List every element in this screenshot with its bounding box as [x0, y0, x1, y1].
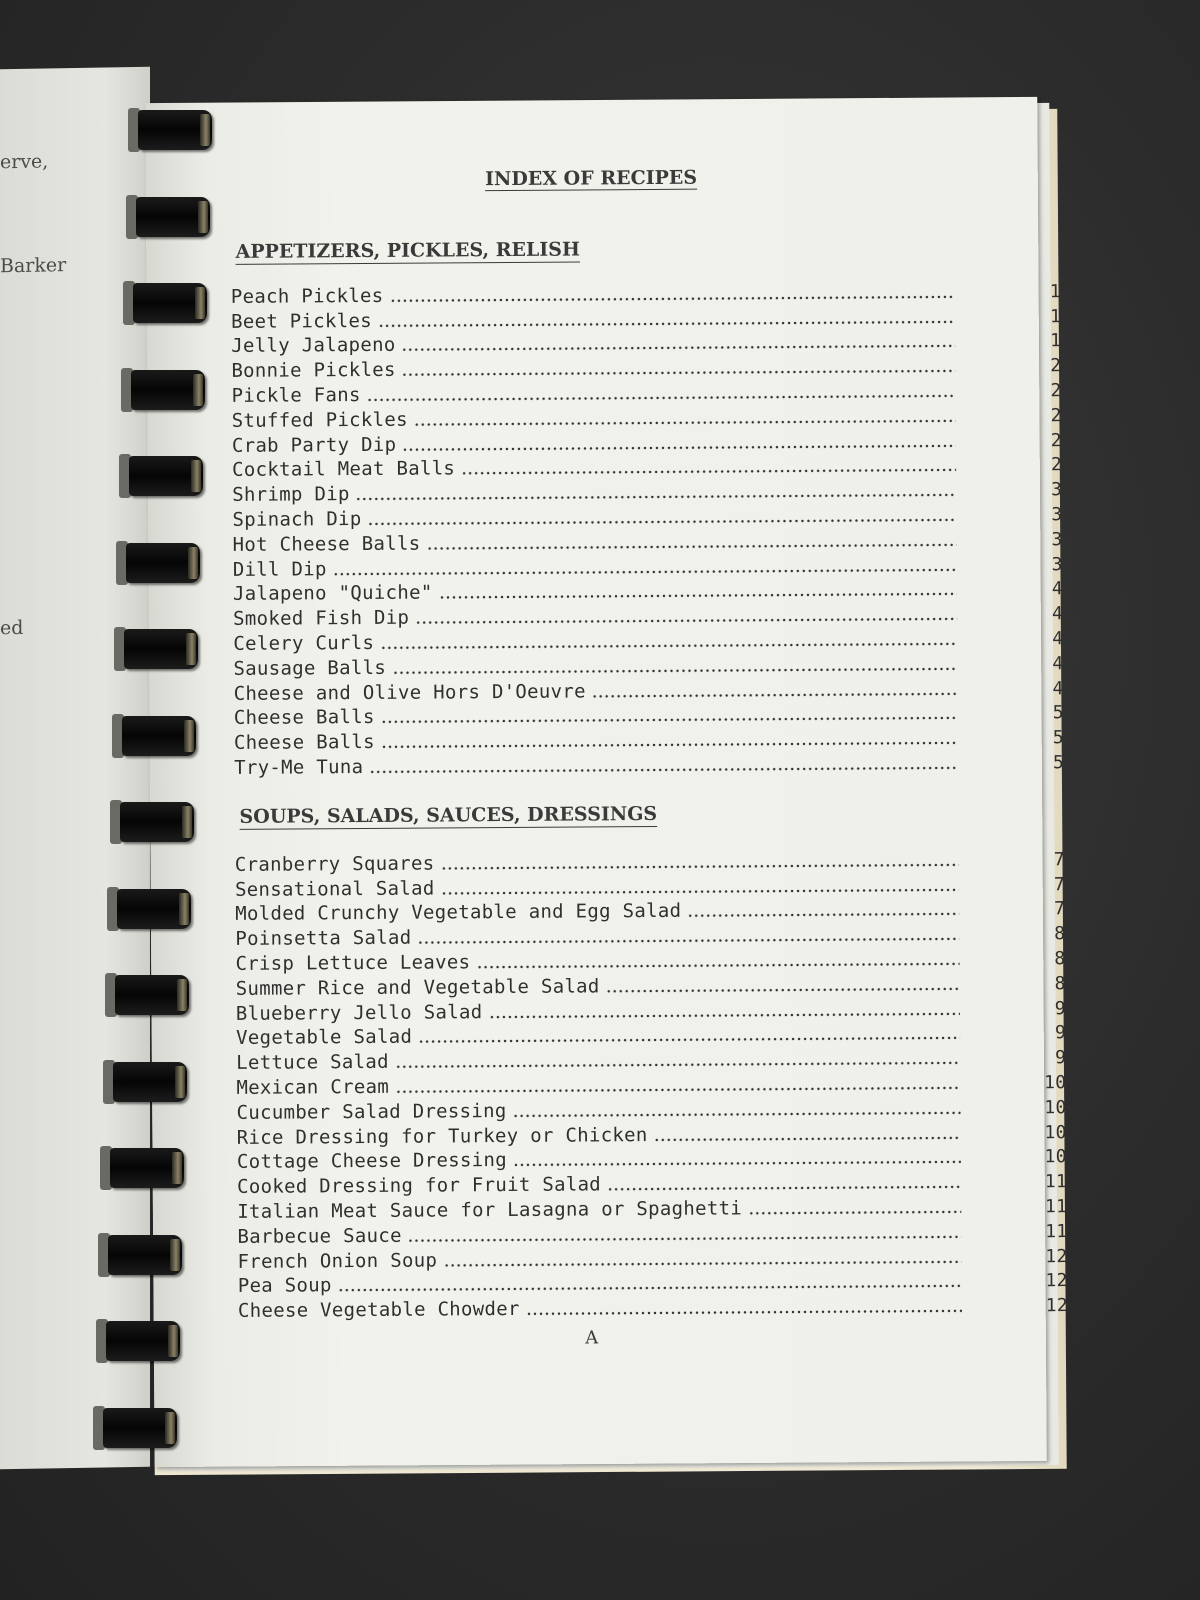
recipe-name: Hot Cheese Balls [232, 532, 421, 556]
recipe-name: Jalapeno "Quiche" [232, 581, 433, 606]
recipe-page-number: 2 [1050, 454, 1063, 476]
recipe-page-number: 9 [1054, 997, 1066, 1019]
binding-coil [136, 197, 210, 237]
binding-coil [110, 1148, 184, 1188]
recipe-page-number: 2 [1050, 404, 1062, 426]
recipe-page-number: 9 [1055, 1047, 1067, 1069]
dot-leader [526, 1309, 962, 1316]
recipe-page-number: 2 [1050, 380, 1062, 402]
dot-leader [443, 1259, 961, 1267]
recipe-page-number: 10 [1044, 1096, 1067, 1119]
dot-leader [476, 962, 959, 969]
recipe-name: Rice Dressing for Turkey or Chicken [236, 1123, 648, 1149]
recipe-page-number: 1 [1049, 305, 1062, 327]
binding-coil [103, 1408, 177, 1448]
recipe-name: Stuffed Pickles [231, 408, 408, 432]
recipe-page-number: 12 [1045, 1245, 1068, 1267]
recipe-name: French Onion Soup [237, 1249, 438, 1273]
recipe-name: Vegetable Salad [235, 1026, 413, 1050]
recipe-page-number: 4 [1052, 677, 1064, 699]
recipe-name: Sausage Balls [233, 656, 387, 680]
binding-coil [124, 629, 198, 669]
soups-entry-list [234, 845, 1069, 1323]
dot-leader [439, 592, 957, 600]
page-letter: A [585, 1327, 599, 1349]
recipe-name: Peach Pickles [230, 284, 384, 308]
recipe-page-number: 7 [1053, 898, 1066, 920]
recipe-page-number: 7 [1053, 848, 1065, 870]
recipe-name: Barbecue Sauce [237, 1224, 402, 1248]
binding-coil [131, 370, 205, 410]
recipe-page-number: 4 [1051, 603, 1064, 625]
binding-coil [122, 716, 196, 756]
recipe-page-number: 11 [1044, 1196, 1068, 1218]
recipe-name: Blueberry Jello Salad [235, 1000, 483, 1025]
recipe-name: Jelly Jalapeno [231, 334, 396, 358]
spiral-binding [80, 100, 200, 1460]
binding-coil [129, 456, 203, 496]
dot-leader [606, 987, 960, 993]
binding-coil [106, 1321, 180, 1361]
recipe-page-number: 8 [1054, 972, 1066, 994]
recipe-name: Cranberry Squares [234, 852, 435, 876]
dot-leader [592, 691, 958, 698]
recipe-name: Cheese and Olive Hors D'Oeuvre [233, 680, 586, 705]
binding-coil [108, 1235, 182, 1275]
dot-leader [461, 468, 956, 475]
dot-leader [513, 1111, 961, 1118]
recipe-name: Bonnie Pickles [231, 358, 396, 383]
recipe-name: Smoked Fish Dip [233, 606, 410, 631]
dot-leader [440, 863, 958, 871]
dot-leader [488, 1011, 959, 1018]
recipe-page-number: 10 [1044, 1121, 1067, 1143]
recipe-name: Sensational Salad [234, 877, 435, 901]
recipe-name: Cooked Dressing for Fruit Salad [237, 1173, 602, 1199]
binding-coil [138, 110, 212, 150]
recipe-name: Pea Soup [237, 1274, 332, 1298]
appetizers-entry-list [230, 277, 1065, 779]
recipe-name: Celery Curls [233, 631, 375, 655]
dot-leader [441, 887, 959, 895]
recipe-page-number: 10 [1044, 1072, 1067, 1094]
recipe-name: Cocktail Meat Balls [232, 457, 456, 482]
section-heading-soups: SOUPS, SALADS, SAUCES, DRESSINGS [239, 802, 658, 828]
recipe-name: Cheese Vegetable Chowder [237, 1298, 520, 1323]
binding-coil [133, 283, 207, 323]
recipe-name: Beet Pickles [230, 309, 373, 333]
recipe-page-number: 4 [1052, 652, 1064, 674]
recipe-page-number: 10 [1044, 1146, 1067, 1168]
recipe-page-number: 5 [1052, 702, 1064, 724]
recipe-page-number: 12 [1045, 1270, 1068, 1292]
recipe-page-number: 11 [1044, 1171, 1068, 1193]
recipe-page-number: 2 [1050, 355, 1062, 377]
recipe-page-number: 3 [1051, 479, 1063, 501]
recipe-page-number: 4 [1051, 578, 1064, 600]
recipe-name: Pickle Fans [231, 384, 361, 407]
dot-leader [369, 766, 958, 774]
recipe-name: Cheese Balls [233, 731, 375, 755]
recipe-name: Molded Crunchy Vegetable and Egg Salad [235, 900, 682, 926]
recipe-name: Crab Party Dip [231, 433, 397, 457]
binding-coil [120, 802, 194, 842]
dot-leader [654, 1135, 961, 1141]
recipe-page-number: 3 [1051, 504, 1063, 526]
recipe-page-number: 7 [1053, 873, 1066, 895]
recipe-name: Cheese Balls [233, 706, 375, 730]
binding-coil [115, 975, 189, 1015]
recipe-name: Dill Dip [232, 557, 327, 581]
dot-leader [748, 1210, 961, 1215]
page-title: INDEX OF RECIPES [484, 166, 698, 191]
recipe-page-number: 4 [1052, 628, 1064, 650]
recipe-name: Shrimp Dip [232, 483, 350, 507]
dot-leader [687, 912, 959, 918]
recipe-name: Try-Me Tuna [234, 755, 364, 779]
recipe-entry [234, 748, 1065, 779]
recipe-page-number: 8 [1054, 948, 1066, 970]
recipe-page-number: 5 [1052, 727, 1065, 749]
section-heading-appetizers: APPETIZERS, PICKLES, RELISH [235, 238, 580, 263]
recipe-entry [237, 1291, 1069, 1323]
recipe-name: Lettuce Salad [236, 1051, 389, 1075]
left-page-text-fragment: erve, [0, 150, 49, 174]
recipe-page-number: 9 [1054, 1022, 1067, 1044]
recipe-page-number: 12 [1045, 1295, 1069, 1317]
binding-coil [113, 1062, 187, 1102]
recipe-name: Crisp Lettuce Leaves [235, 951, 471, 975]
recipe-name: Mexican Cream [236, 1075, 390, 1099]
recipe-name: Italian Meat Sauce for Lasagna or Spaghetti [237, 1197, 743, 1223]
recipe-page-number: 3 [1051, 528, 1063, 550]
recipe-name: Spinach Dip [232, 507, 362, 531]
recipe-page-number: 8 [1054, 923, 1066, 945]
binding-coil [117, 889, 191, 929]
dot-leader [426, 543, 956, 551]
recipe-page-number: 11 [1045, 1220, 1068, 1243]
recipe-name: Poinsetta Salad [235, 926, 412, 951]
recipe-page-number: 2 [1050, 429, 1062, 451]
recipe-page-number: 3 [1051, 553, 1063, 575]
recipe-name: Summer Rice and Vegetable Salad [235, 975, 600, 1000]
recipe-page-number: 5 [1052, 752, 1065, 774]
left-page-text-fragment: Barker [0, 254, 67, 278]
dot-leader [513, 1160, 961, 1167]
recipe-name: Cottage Cheese Dressing [236, 1149, 507, 1174]
recipe-name: Cucumber Salad Dressing [236, 1099, 507, 1124]
recipe-page-number: 1 [1049, 280, 1061, 303]
left-page-text-fragment: ed [0, 616, 24, 640]
dot-leader [607, 1185, 961, 1191]
binding-coil [126, 543, 200, 583]
recipe-page-number: 1 [1050, 330, 1062, 352]
